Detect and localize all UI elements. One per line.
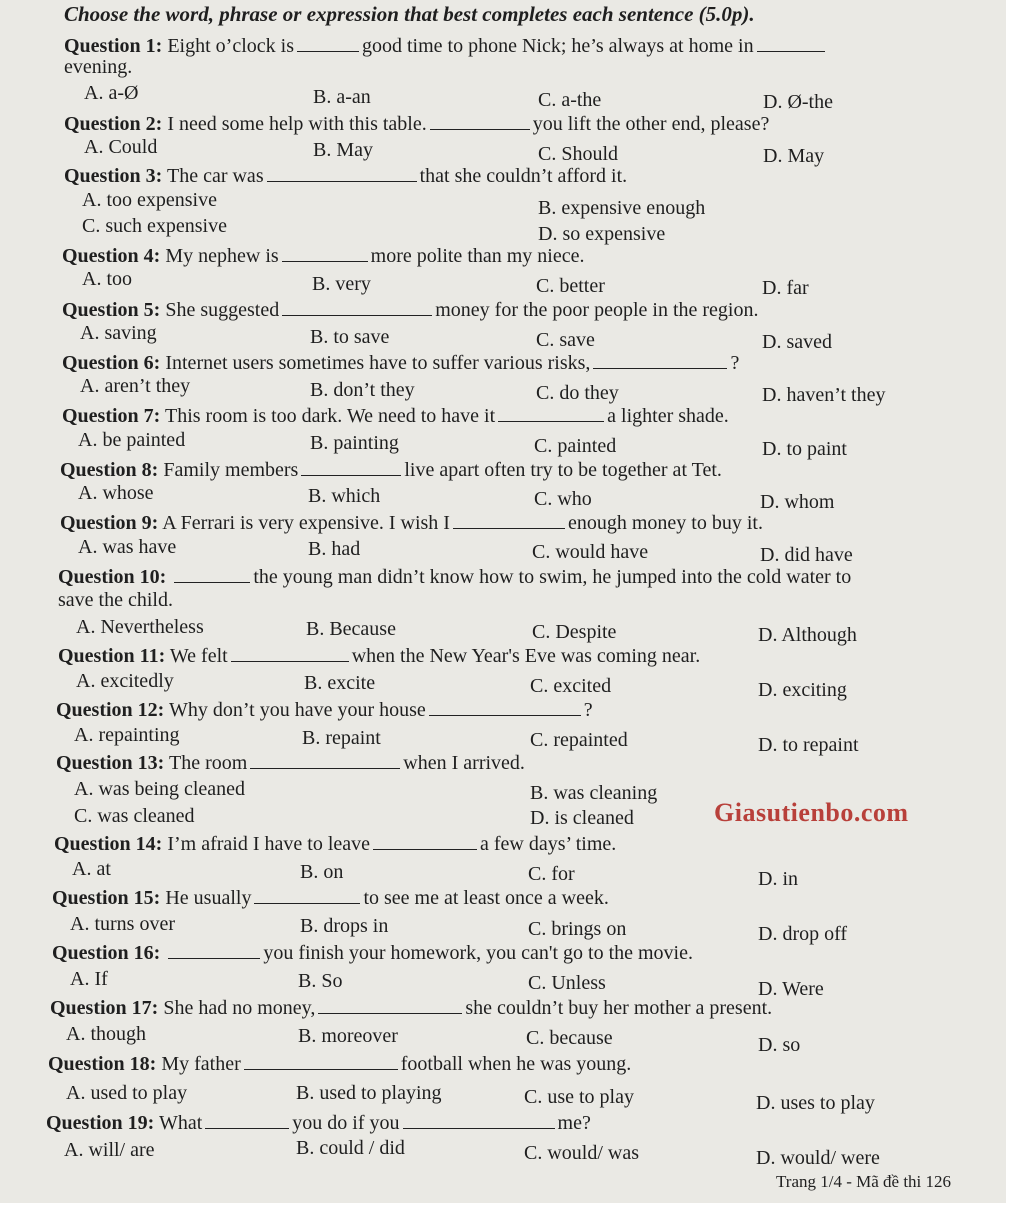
option-d: D. uses to play [756, 1092, 875, 1114]
option-c: C. Despite [532, 621, 617, 643]
question-label: Question 2: [64, 113, 163, 135]
option-c: C. repainted [530, 729, 628, 751]
question-text: The car was [166, 165, 264, 187]
question-text: that she couldn’t afford it. [419, 165, 628, 187]
option-c: C. would have [532, 541, 649, 563]
question-text: when the New Year's Eve was coming near. [351, 645, 701, 667]
question-label: Question 8: [60, 459, 159, 481]
question-text: the young man didn’t know how to swim, he jumped into the cold water to [253, 566, 852, 588]
question-text: a few days’ time. [480, 833, 617, 855]
option-b: B. a-an [313, 86, 371, 108]
option-b: B. was cleaning [530, 782, 658, 804]
option-a: A. be painted [78, 429, 186, 451]
option-a: A. though [66, 1023, 146, 1045]
question-text: football when he was young. [400, 1053, 632, 1075]
question-label: Question 3: [64, 165, 163, 187]
option-c: C. because [526, 1027, 613, 1049]
watermark-giasutienbo: Giasutienbo.com [714, 798, 909, 827]
option-d: D. to paint [762, 438, 847, 460]
question-14-stem [54, 831, 616, 856]
option-a: A. too [82, 268, 132, 290]
question-text: you finish your homework, you can't go to the movie. [263, 942, 693, 964]
option-d: D. May [763, 145, 825, 167]
option-d: D. would/ were [756, 1147, 880, 1169]
answer-blank [282, 297, 432, 316]
question-10-stem [58, 564, 851, 589]
question-label: Question 4: [62, 245, 161, 267]
question-label: Question 16: [52, 942, 161, 964]
answer-blank [297, 33, 359, 52]
option-a: A. saving [80, 322, 157, 344]
option-c: C. save [536, 329, 595, 351]
question-label: Question 11: [58, 645, 166, 667]
question-1-continuation: evening. [64, 56, 133, 78]
question-text: a lighter shade. [607, 405, 729, 427]
question-text: He usually [165, 887, 252, 909]
question-text: you do if you [292, 1112, 400, 1134]
answer-blank [301, 457, 401, 476]
option-d: D. Were [758, 978, 824, 1000]
answer-blank [429, 697, 581, 716]
question-label: Question 10: [58, 566, 167, 588]
question-text: you lift the other end, please? [532, 113, 770, 135]
option-a: A. used to play [66, 1082, 188, 1104]
question-text: me? [557, 1112, 591, 1134]
option-a: A. excitedly [76, 670, 174, 692]
question-text: Internet users sometimes have to suffer various risks, [165, 352, 591, 374]
answer-blank [757, 33, 825, 52]
question-text: She suggested [165, 299, 280, 321]
option-a: A. will/ are [64, 1139, 155, 1161]
question-text: We felt [169, 645, 228, 667]
option-b: B. excite [304, 672, 376, 694]
option-c: C. a-the [538, 89, 602, 111]
option-c: C. for [528, 863, 575, 885]
option-a: A. was have [78, 536, 177, 558]
option-c: C. such expensive [82, 215, 227, 237]
option-c: C. painted [534, 435, 617, 457]
option-a: A. too expensive [82, 189, 217, 211]
option-b: B. painting [310, 432, 399, 454]
answer-blank [174, 564, 250, 583]
question-18-stem [48, 1051, 631, 1076]
option-a: A. If [70, 968, 108, 990]
option-d: D. exciting [758, 679, 847, 701]
option-a: A. was being cleaned [74, 778, 246, 800]
answer-blank [453, 510, 565, 529]
answer-blank [593, 350, 727, 369]
question-10-continuation: save the child. [58, 589, 173, 611]
option-b: B. Because [306, 618, 396, 640]
answer-blank [250, 750, 400, 769]
option-b: B. which [308, 485, 381, 507]
question-label: Question 19: [46, 1112, 155, 1134]
question-text: The room [168, 752, 248, 774]
option-c: C. Should [538, 143, 619, 165]
option-d: D. in [758, 868, 798, 890]
option-a: A. a-Ø [84, 82, 139, 104]
option-d: D. Ø-the [763, 91, 833, 113]
page-footer: Trang 1/4 - Mã đề thi 126 [776, 1172, 952, 1191]
question-17-stem [50, 995, 772, 1020]
question-13-stem [56, 750, 525, 775]
question-4-stem [62, 243, 585, 268]
question-label: Question 18: [48, 1053, 157, 1075]
question-text: to see me at least once a week. [363, 887, 609, 909]
option-b: B. had [308, 538, 361, 560]
question-15-stem [52, 885, 609, 910]
option-c: C. brings on [528, 918, 627, 940]
option-d: D. is cleaned [530, 807, 634, 829]
option-a: A. turns over [70, 913, 175, 935]
question-text: live apart often try to be together at Tet. [404, 459, 722, 481]
question-1-stem [64, 33, 828, 58]
question-text: Why don’t you have your house [168, 699, 426, 721]
option-c: C. would/ was [524, 1142, 639, 1164]
question-8-stem [60, 457, 722, 482]
question-12-stem [56, 697, 593, 722]
question-text: money for the poor people in the region. [435, 299, 759, 321]
question-text: enough money to buy it. [567, 512, 763, 534]
option-d: D. did have [760, 544, 853, 566]
option-b: B. could / did [296, 1137, 405, 1159]
option-d: D. haven’t they [762, 384, 886, 406]
answer-blank [231, 643, 349, 662]
question-text: My father [161, 1053, 241, 1075]
question-text: more polite than my niece. [370, 245, 585, 267]
question-text: Family members [163, 459, 299, 481]
option-c: C. do they [536, 382, 619, 404]
question-text: good time to phone Nick; he’s always at home in [361, 35, 754, 57]
question-16-stem [52, 940, 693, 965]
option-b: B. on [300, 861, 344, 883]
option-b: B. So [298, 970, 343, 992]
option-a: A. at [72, 858, 111, 880]
question-11-stem [58, 643, 700, 668]
option-d: D. so expensive [538, 223, 666, 245]
option-d: D. so [758, 1034, 801, 1056]
option-b: B. very [312, 273, 371, 295]
question-label: Question 1: [64, 35, 163, 57]
question-5-stem [62, 297, 758, 322]
question-text: She had no money, [163, 997, 316, 1019]
answer-blank [403, 1110, 555, 1129]
question-label: Question 13: [56, 752, 165, 774]
question-text: she couldn’t buy her mother a present. [465, 997, 773, 1019]
option-c: C. better [536, 275, 605, 297]
option-d: D. to repaint [758, 734, 859, 756]
option-b: B. expensive enough [538, 197, 706, 219]
question-label: Question 15: [52, 887, 161, 909]
answer-blank [430, 111, 530, 130]
option-c: C. was cleaned [74, 805, 195, 827]
option-c: C. excited [530, 675, 612, 697]
answer-blank [244, 1051, 398, 1070]
option-b: B. to save [310, 326, 390, 348]
question-label: Question 6: [62, 352, 161, 374]
question-label: Question 5: [62, 299, 161, 321]
answer-blank [267, 163, 417, 182]
option-d: D. far [762, 277, 809, 299]
question-19-stem [46, 1110, 591, 1135]
question-text: I’m afraid I have to leave [167, 833, 371, 855]
option-a: A. whose [78, 482, 154, 504]
option-d: D. Although [758, 624, 857, 646]
question-2-stem [64, 111, 769, 136]
question-text: ? [583, 699, 593, 721]
question-label: Question 12: [56, 699, 165, 721]
question-7-stem [62, 403, 729, 428]
question-label: Question 17: [50, 997, 159, 1019]
answer-blank [318, 995, 462, 1014]
option-b: B. don’t they [310, 379, 415, 401]
option-a: A. repainting [74, 724, 180, 746]
instructions-heading: Choose the word, phrase or expression that best completes each sentence (5.0p). [64, 2, 755, 26]
option-c: C. use to play [524, 1086, 634, 1108]
option-d: D. saved [762, 331, 832, 353]
question-label: Question 7: [62, 405, 161, 427]
answer-blank [498, 403, 604, 422]
question-text: I need some help with this table. [167, 113, 427, 135]
question-text: My nephew is [165, 245, 279, 267]
option-c: C. Unless [528, 972, 606, 994]
option-c: C. who [534, 488, 592, 510]
question-3-stem [64, 163, 627, 188]
answer-blank [373, 831, 477, 850]
question-text: This room is too dark. We need to have it [164, 405, 496, 427]
question-6-stem [62, 350, 739, 375]
answer-blank [168, 940, 260, 959]
option-a: A. Nevertheless [76, 616, 204, 638]
question-text: A Ferrari is very expensive. I wish I [162, 512, 450, 534]
question-text: ? [730, 352, 740, 374]
question-text: Eight o’clock is [167, 35, 294, 57]
option-b: B. May [313, 139, 373, 161]
option-a: A. aren’t they [80, 375, 191, 397]
answer-blank [205, 1110, 289, 1129]
option-b: B. used to playing [296, 1082, 442, 1104]
option-b: B. repaint [302, 727, 381, 749]
option-b: B. moreover [298, 1025, 398, 1047]
question-text: What [158, 1112, 203, 1134]
answer-blank [254, 885, 360, 904]
question-label: Question 9: [60, 512, 159, 534]
option-d: D. whom [760, 491, 835, 513]
question-text: when I arrived. [403, 752, 525, 774]
answer-blank [282, 243, 368, 262]
option-a: A. Could [84, 136, 158, 158]
option-b: B. drops in [300, 915, 389, 937]
option-d: D. drop off [758, 923, 848, 945]
question-9-stem [60, 510, 763, 535]
question-label: Question 14: [54, 833, 163, 855]
